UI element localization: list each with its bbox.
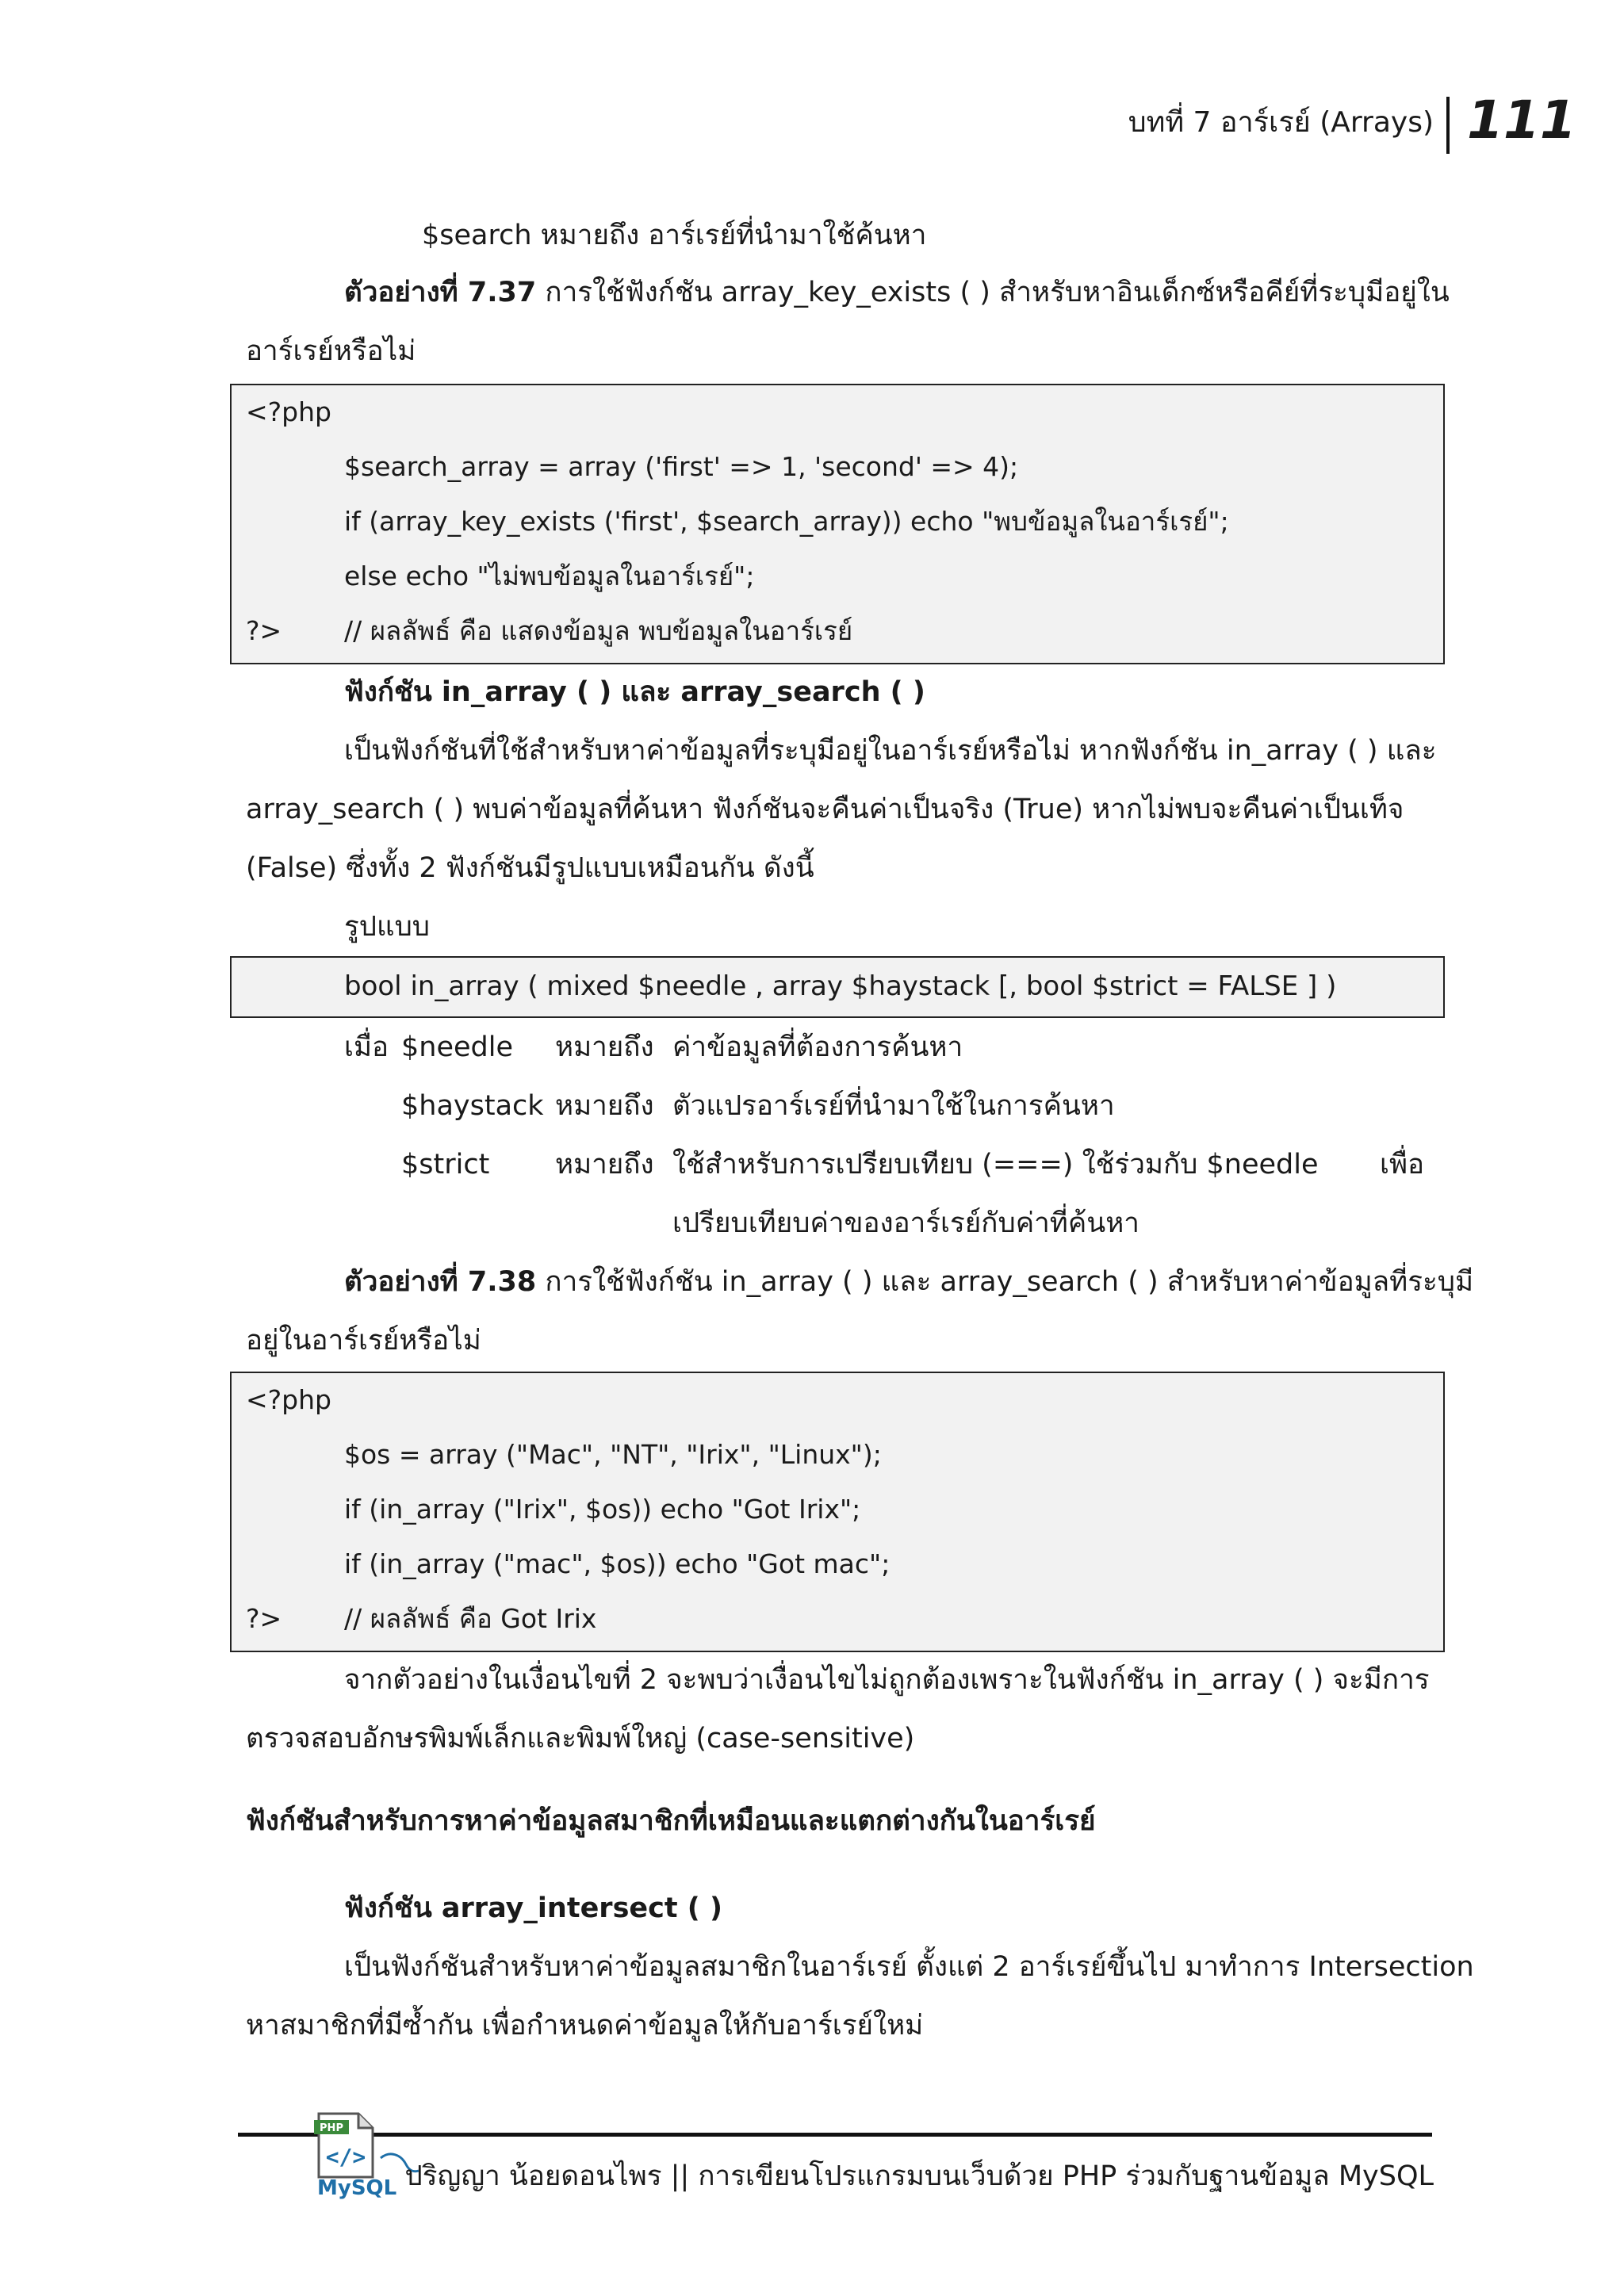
paragraph-line: (False) ซึ่งทั้ง 2 ฟังก์ชันมีรูปแบบเหมือนกัน ดังนี้	[246, 852, 814, 884]
example-738-cont: อยู่ในอาร์เรย์หรือไม่	[246, 1325, 481, 1357]
example-738-text: การใช้ฟังก์ชัน in_array ( ) และ array_search ( ) สำหรับหาค่าข้อมูลที่ระบุมี	[536, 1266, 1474, 1298]
code-comment: // ผลลัพธ์ คือ Got Irix	[344, 1603, 597, 1634]
logo-php-text: PHP	[320, 2122, 343, 2134]
paragraph-line: เป็นฟังก์ชันที่ใช้สำหรับหาค่าข้อมูลที่ระบุมีอยู่ในอาร์เรย์หรือไม่ หากฟังก์ชัน in_array ( ) และ	[344, 735, 1437, 767]
param-means: หมายถึง	[555, 1149, 654, 1181]
param-desc-cont: เปรียบเทียบค่าของอาร์เรย์กับค่าที่ค้นหา	[672, 1207, 1139, 1239]
section-heading: ฟังก์ชันสำหรับการหาค่าข้อมูลสมาชิกที่เหมือนและแตกต่างกันในอาร์เรย์	[246, 1805, 1096, 1837]
param-when: เมื่อ	[344, 1031, 389, 1063]
paragraph-line: เป็นฟังก์ชันสำหรับหาค่าข้อมูลสมาชิกในอาร์เรย์ ตั้งแต่ 2 อาร์เรย์ขึ้นไป มาทำการ Intersection	[344, 1951, 1474, 1983]
example-737-label: ตัวอย่างที่ 7.37	[344, 277, 537, 308]
svg-text:</>: </>	[325, 2144, 366, 2170]
code-line: ?>	[246, 1603, 282, 1634]
code-line: ?>	[246, 615, 282, 646]
code-line: <?php	[246, 396, 331, 427]
code-line: $search_array = array ('first' => 1, 'second' => 4);	[344, 451, 1019, 482]
param-name: $needle	[401, 1031, 513, 1063]
logo-mysql-text: MySQL	[317, 2176, 397, 2199]
search-param-line: $search หมายถึง อาร์เรย์ที่นำมาใช้ค้นหา	[422, 220, 927, 251]
param-means: หมายถึง	[555, 1090, 654, 1122]
chapter-header: บทที่ 7 อาร์เรย์ (Arrays)	[1128, 106, 1434, 139]
syntax-box	[230, 956, 1445, 1018]
param-means: หมายถึง	[555, 1031, 654, 1063]
paragraph-line: จากตัวอย่างในเงื่อนไขที่ 2 จะพบว่าเงื่อนไขไม่ถูกต้องเพราะในฟังก์ชัน in_array ( ) จะมีการ	[344, 1664, 1430, 1696]
example-737-line	[344, 274, 1450, 311]
code-line: if (array_key_exists ('first', $search_array)) echo "พบข้อมูลในอาร์เรย์";	[344, 506, 1229, 537]
paragraph-line: array_search ( ) พบค่าข้อมูลที่ค้นหา ฟังก์ชันจะคืนค่าเป็นจริง (True) หากไม่พบจะคืนค่าเป็นเท็จ	[246, 794, 1404, 825]
param-desc: ตัวแปรอาร์เรย์ที่นำมาใช้ในการค้นหา	[672, 1090, 1115, 1122]
code-line: <?php	[246, 1384, 331, 1415]
heading-array-intersect: ฟังก์ชัน array_intersect ( )	[344, 1892, 722, 1924]
code-line: else echo "ไม่พบข้อมูลในอาร์เรย์";	[344, 561, 755, 591]
example-738-label: ตัวอย่างที่ 7.38	[344, 1266, 537, 1298]
param-desc: ค่าข้อมูลที่ต้องการค้นหา	[672, 1031, 963, 1063]
code-line: if (in_array ("Irix", $os)) echo "Got Irix";	[344, 1494, 861, 1525]
format-label: รูปแบบ	[344, 911, 431, 943]
param-name: $haystack	[401, 1090, 544, 1122]
param-name: $strict	[401, 1149, 490, 1181]
heading-in-array: ฟังก์ชัน in_array ( ) และ array_search ( )	[344, 676, 925, 708]
param-desc-end: เพื่อ	[1380, 1149, 1425, 1181]
paragraph-line: หาสมาชิกที่มีซ้ำกัน เพื่อกำหนดค่าข้อมูลให้กับอาร์เรย์ใหม่	[246, 2010, 924, 2042]
page-number: 111	[1467, 90, 1576, 151]
paragraph-line: ตรวจสอบอักษรพิมพ์เล็กและพิมพ์ใหญ่ (case-sensitive)	[246, 1723, 915, 1755]
example-737-cont: อาร์เรย์หรือไม่	[246, 335, 416, 367]
code-line: $os = array ("Mac", "NT", "Irix", "Linux");	[344, 1439, 882, 1470]
example-737-text: การใช้ฟังก์ชัน array_key_exists ( ) สำหรับหาอินเด็กซ์หรือคีย์ที่ระบุมีอยู่ใน	[536, 277, 1450, 308]
code-line: if (in_array ("mac", $os)) echo "Got mac";	[344, 1548, 891, 1579]
code-block-2	[230, 1372, 1445, 1652]
header-divider	[1446, 97, 1450, 154]
syntax-line: bool in_array ( mixed $needle , array $haystack [, bool $strict = FALSE ] )	[344, 970, 1337, 1002]
footer-text: ปริญญา น้อยดอนไพร || การเขียนโปรแกรมบนเว็บด้วย PHP ร่วมกับฐานข้อมูล MySQL	[404, 2160, 1434, 2192]
code-comment: // ผลลัพธ์ คือ แสดงข้อมูล พบข้อมูลในอาร์เรย์	[344, 615, 853, 646]
example-738-line	[344, 1264, 1473, 1300]
code-block-1	[230, 384, 1445, 664]
param-desc: ใช้สำหรับการเปรียบเทียบ (===) ใช้ร่วมกับ $needle	[672, 1149, 1319, 1181]
